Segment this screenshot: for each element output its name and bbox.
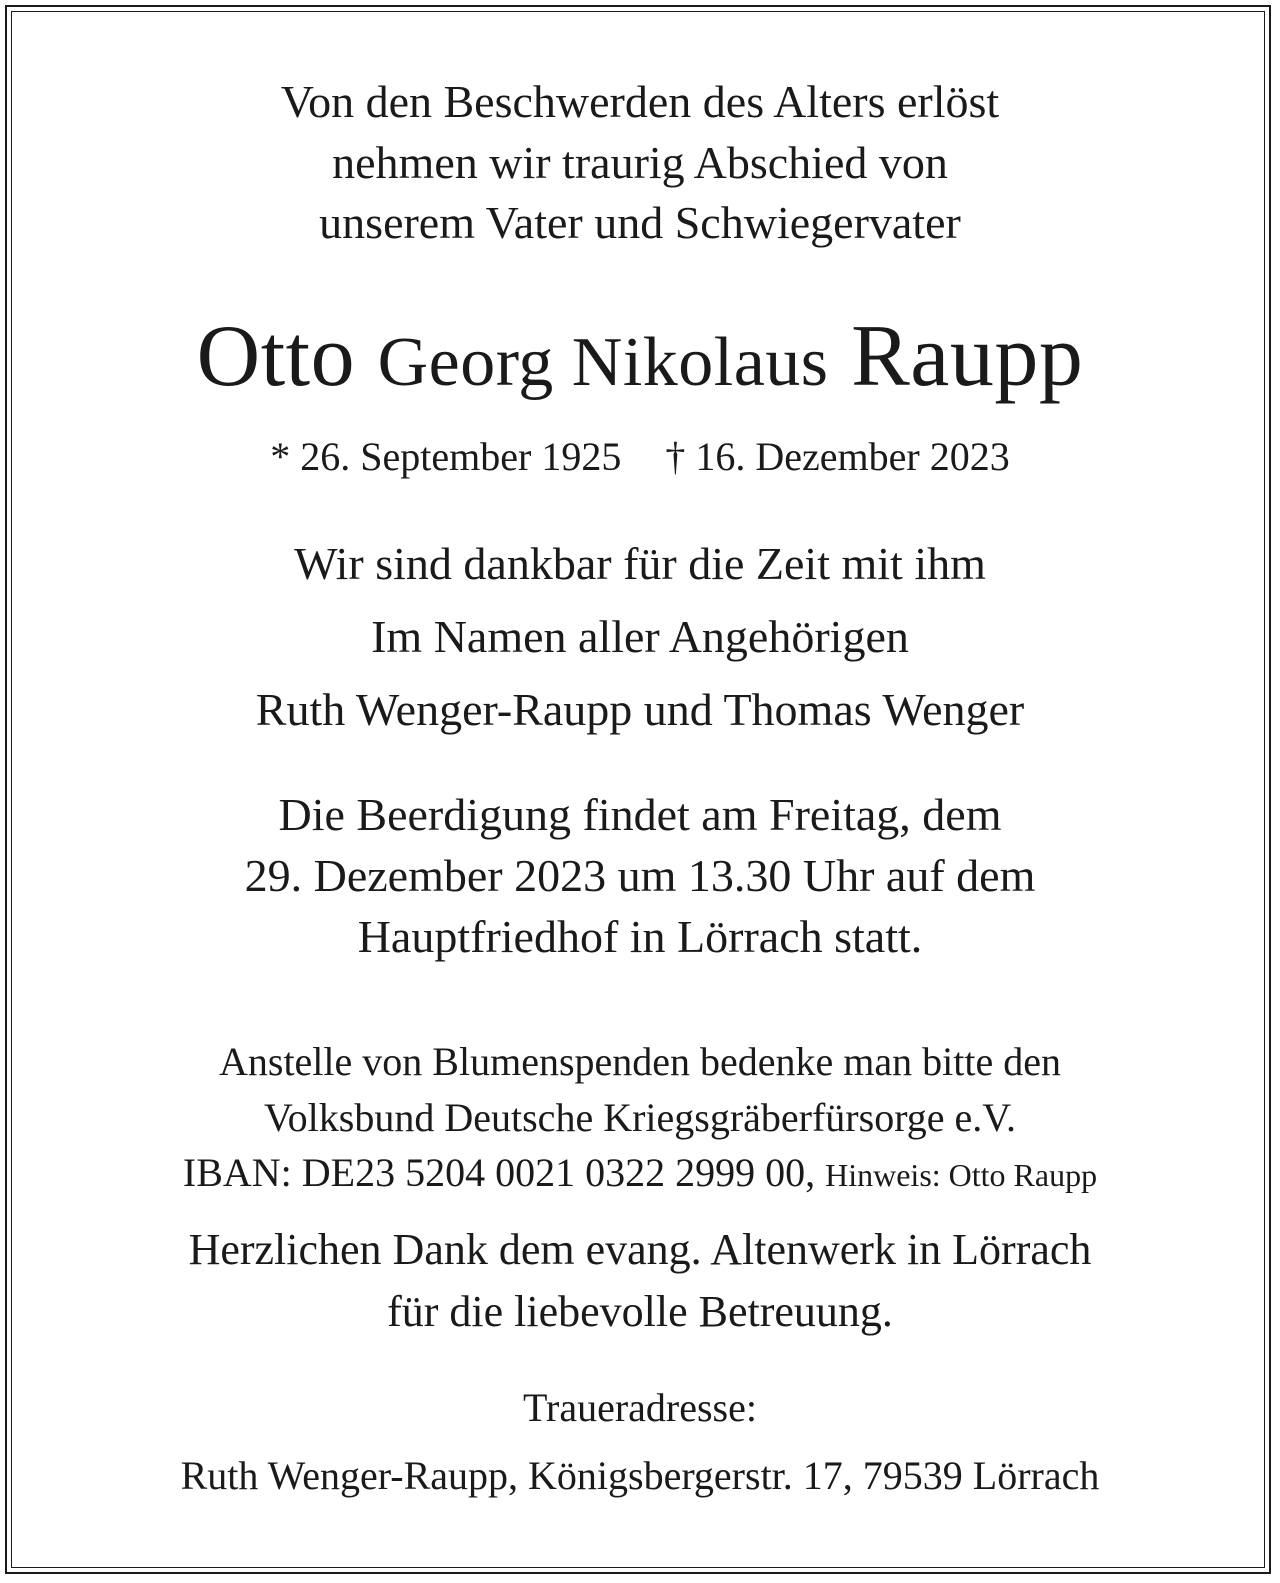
name-middle: Georg Nikolaus	[377, 324, 829, 401]
death-date: † 16. Dezember 2023	[665, 434, 1010, 479]
name-last: Raupp	[851, 308, 1084, 405]
iban: IBAN: DE23 5204 0021 0322 2999 00,	[182, 1150, 816, 1195]
intro-line-3: unserem Vater und Schwiegervater	[319, 197, 961, 248]
address-label: Traueradresse:	[522, 1385, 757, 1430]
gratitude-line-2: für die liebevolle Betreuung.	[387, 1287, 893, 1336]
mourning-address: Ruth Wenger-Raupp, Königsbergerstr. 17, 79539 Lörrach	[180, 1453, 1100, 1498]
gratitude-line-1: Herzlichen Dank dem evang. Altenwerk in Lörrach	[188, 1225, 1092, 1274]
funeral-line-2: 29. Dezember 2023 um 13.30 Uhr auf dem	[244, 850, 1036, 901]
donation-bank	[0, 1150, 1280, 1195]
funeral-line-1: Die Beerdigung findet am Freitag, dem	[278, 789, 1002, 840]
intro-line-1: Von den Beschwerden des Alters erlöst	[280, 76, 1000, 127]
donation-line-1: Anstelle von Blumenspenden bedenke man bitte den	[218, 1039, 1061, 1084]
thanks-line-2: Im Namen aller Angehörigen	[371, 611, 909, 662]
payment-reference: Hinweis: Otto Raupp	[825, 1157, 1098, 1193]
deceased-name	[0, 308, 1280, 405]
intro-line-2: nehmen wir traurig Abschied von	[332, 137, 948, 188]
name-first: Otto	[196, 308, 356, 405]
thanks-line-3: Ruth Wenger-Raupp und Thomas Wenger	[255, 684, 1025, 735]
funeral-line-3: Hauptfriedhof in Lörrach statt.	[357, 911, 923, 962]
donation-line-2: Volksbund Deutsche Kriegsgräberfürsorge e.V.	[263, 1095, 1017, 1140]
thanks-line-1: Wir sind dankbar für die Zeit mit ihm	[294, 538, 986, 589]
birth-date: * 26. September 1925	[270, 434, 622, 479]
life-dates	[0, 434, 1280, 479]
